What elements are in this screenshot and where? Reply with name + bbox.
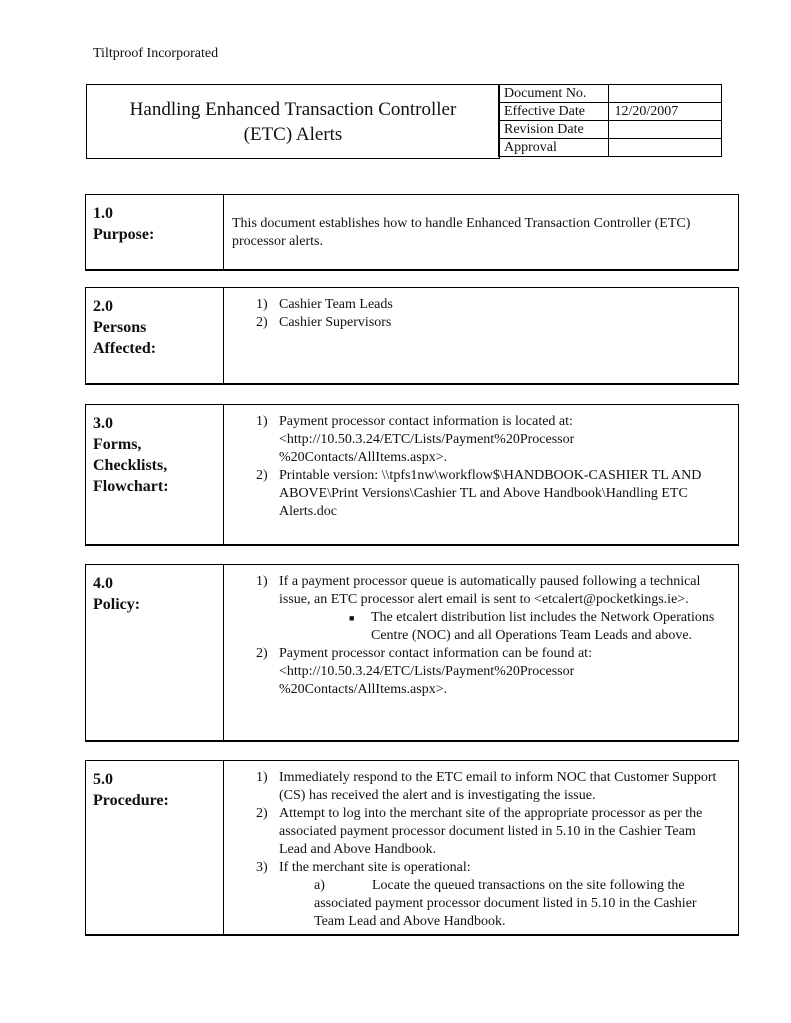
- section-label: [86, 565, 224, 740]
- section-policy: [85, 564, 739, 742]
- list-item: [256, 296, 732, 314]
- section-body: [225, 405, 738, 544]
- list-item-text: Payment processor contact information is located at: <http://10.50.3.24/ETC/Lists/Payment%20Processor %20Contacts/AllItems.aspx>.: [279, 414, 575, 465]
- section-title-line: Forms,: [93, 436, 142, 453]
- section-number: 3.0: [93, 415, 113, 432]
- section-title-line: Flowchart:: [93, 478, 169, 495]
- persons-list: [256, 296, 732, 332]
- list-item-text: Printable version: \\tpfs1nw\workflow$\HANDBOOK-CASHIER TL AND ABOVE\Print Versions\Cashier TL and Above Handbook\Handling ETC Alerts.doc: [279, 468, 702, 519]
- meta-label: Approval: [499, 139, 609, 157]
- policy-list: [256, 573, 722, 699]
- title-line-2: (ETC) Alerts: [243, 123, 343, 145]
- section-body: [225, 761, 738, 934]
- section-label: [86, 405, 224, 544]
- list-item: [256, 645, 722, 699]
- list-number: 2): [256, 468, 268, 483]
- list-number: 1): [256, 414, 268, 429]
- title-line-1: Handling Enhanced Transaction Controller: [129, 98, 457, 120]
- section-title: Purpose:: [93, 226, 155, 243]
- list-item: [256, 769, 722, 805]
- meta-label: Document No.: [499, 85, 609, 103]
- section-number: 5.0: [93, 771, 113, 788]
- section-title: Policy:: [93, 596, 141, 613]
- meta-label: Revision Date: [499, 121, 609, 139]
- meta-row: [499, 103, 722, 121]
- section-title-line: Affected:: [93, 340, 157, 357]
- list-number: 2): [256, 806, 268, 821]
- section-body: [225, 195, 738, 269]
- sub-list-text: Locate the queued transactions on the site following the associated payment processor document listed in 5.10 in the Cashier Team Lead and Above Handbook.: [314, 878, 697, 929]
- section-number: 1.0: [93, 205, 113, 222]
- meta-row: [499, 85, 722, 103]
- meta-row: [499, 121, 722, 139]
- list-item-text: Immediately respond to the ETC email to inform NOC that Customer Support (CS) has received the alert and is investigating the issue.: [279, 770, 717, 803]
- forms-list: [256, 413, 718, 521]
- section-number: 2.0: [93, 298, 113, 315]
- document-header: [86, 84, 722, 159]
- section-title: Procedure:: [93, 792, 169, 809]
- section-persons-affected: [85, 287, 739, 385]
- document-title: [86, 84, 500, 159]
- procedure-list: [256, 769, 722, 931]
- section-procedure: [85, 760, 739, 936]
- list-item-text: If a payment processor queue is automatically paused following a technical issue, an ETC processor alert email is sent to <etcalert@pocketkings.ie>.: [279, 574, 701, 607]
- purpose-text: This document establishes how to handle Enhanced Transaction Controller (ETC) processor alerts.: [232, 216, 691, 249]
- document-meta-table: [498, 84, 722, 157]
- meta-value: [609, 139, 722, 157]
- list-item: [256, 859, 722, 931]
- section-purpose: [85, 194, 739, 271]
- list-item-text: Cashier Team Leads: [279, 297, 393, 312]
- list-item: [256, 573, 722, 645]
- section-label: [86, 288, 224, 383]
- list-item-text: Payment processor contact information can be found at: <http://10.50.3.24/ETC/Lists/Payment%20Processor %20Contacts/AllItems.aspx>.: [279, 646, 592, 697]
- list-number: 2): [256, 315, 268, 330]
- list-item: [256, 314, 732, 332]
- list-item-text: Attempt to log into the merchant site of the appropriate processor as per the associated payment processor document listed in 5.10 in the Cashier Team Lead and Above Handbook.: [279, 806, 703, 857]
- section-label: [86, 195, 224, 269]
- list-number: 2): [256, 646, 268, 661]
- list-number: 1): [256, 574, 268, 589]
- list-item-text: If the merchant site is operational:: [279, 860, 471, 875]
- list-item: [256, 805, 722, 859]
- list-item: [256, 467, 718, 521]
- sub-list-item: [279, 877, 722, 931]
- bullet-icon: ■: [349, 613, 355, 623]
- section-forms: [85, 404, 739, 546]
- section-title-line: Persons: [93, 319, 147, 336]
- section-title-line: Checklists,: [93, 457, 168, 474]
- sub-list-label: a): [314, 878, 325, 893]
- section-number: 4.0: [93, 575, 113, 592]
- meta-label: Effective Date: [499, 103, 609, 121]
- meta-row: [499, 139, 722, 157]
- list-number: 1): [256, 770, 268, 785]
- meta-value: 12/20/2007: [609, 103, 722, 121]
- list-number: 3): [256, 860, 268, 875]
- meta-value: [609, 85, 722, 103]
- section-body: [225, 565, 738, 740]
- section-body: [225, 288, 738, 383]
- bullet-text: The etcalert distribution list includes the Network Operations Centre (NOC) and all Operations Team Leads and above.: [371, 610, 715, 643]
- list-number: 1): [256, 297, 268, 312]
- list-item-text: Cashier Supervisors: [279, 315, 392, 330]
- company-name: Tiltproof Incorporated: [93, 46, 219, 61]
- meta-value: [609, 121, 722, 139]
- list-item: [256, 413, 718, 467]
- section-label: [86, 761, 224, 934]
- bullet-item: [279, 609, 722, 645]
